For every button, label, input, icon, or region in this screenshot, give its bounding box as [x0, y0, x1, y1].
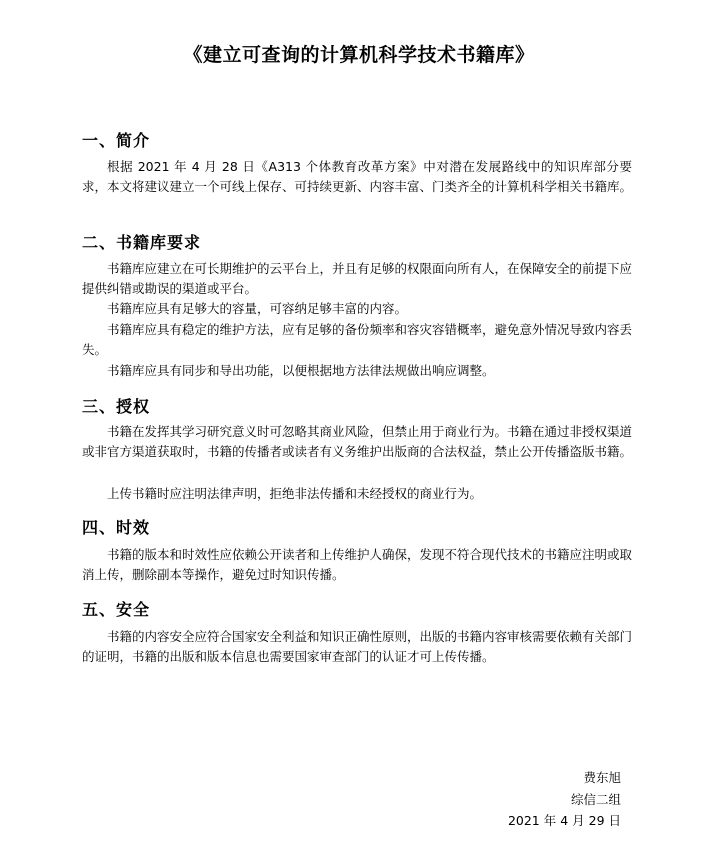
license-paragraph-1: 书籍在发挥其学习研究意义时可忽略其商业风险，但禁止用于商业行为。书籍在通过非授权渠道或非官方渠道获取时，书籍的传播者或读者有义务维护出版商的合法权益，禁止公开传播盗版书籍。 — [82, 424, 633, 459]
timeliness-paragraph: 书籍的版本和时效性应依赖公开读者和上传维护人确保，发现不符合现代技术的书籍应注明或取消上传，删除副本等操作，避免过时知识传播。 — [82, 547, 633, 582]
license-paragraph-2: 上传书籍时应注明法律声明，拒绝非法传播和未经授权的商业行为。 — [107, 486, 483, 501]
signature-group: 综信二组 — [570, 792, 621, 807]
requirements-paragraph-1: 书籍库应建立在可长期维护的云平台上，并且有足够的权限面向所有人，在保障安全的前提下应提供纠错或勘误的渠道或平台。 — [82, 261, 633, 296]
section-heading-intro: 一、简介 — [82, 131, 151, 150]
security-paragraph: 书籍的内容安全应符合国家安全利益和知识正确性原则，出版的书籍内容审核需要依赖有关部门的证明，书籍的出版和版本信息也需要国家审查部门的认证才可上传传播。 — [82, 629, 633, 664]
signature-name: 费东旭 — [583, 770, 621, 785]
document-title: 《建立可查询的计算机科学技术书籍库》 — [183, 44, 535, 66]
signature-date: 2021 年 4 月 29 日 — [507, 813, 621, 828]
section-heading-license: 三、授权 — [82, 397, 151, 416]
section-heading-security: 五、安全 — [82, 600, 151, 619]
requirements-paragraph-2: 书籍库应具有足够大的容量，可容纳足够丰富的内容。 — [107, 301, 408, 316]
section-heading-requirements: 二、书籍库要求 — [82, 233, 202, 252]
intro-paragraph: 根据 2021 年 4 月 28 日《A313 个体教育改革方案》中对潜在发展路线中的知识库部分要求，本文将建议建立一个可线上保存、可持续更新、内容丰富、门类齐全的计算机科学相关书籍库。 — [82, 159, 633, 194]
section-heading-timeliness: 四、时效 — [82, 518, 151, 537]
requirements-paragraph-3: 书籍库应具有稳定的维护方法，应有足够的备份频率和容灾容错概率，避免意外情况导致内容丢失。 — [82, 322, 633, 357]
requirements-paragraph-4: 书籍库应具有同步和导出功能，以便根据地方法律法规做出响应调整。 — [107, 363, 495, 378]
